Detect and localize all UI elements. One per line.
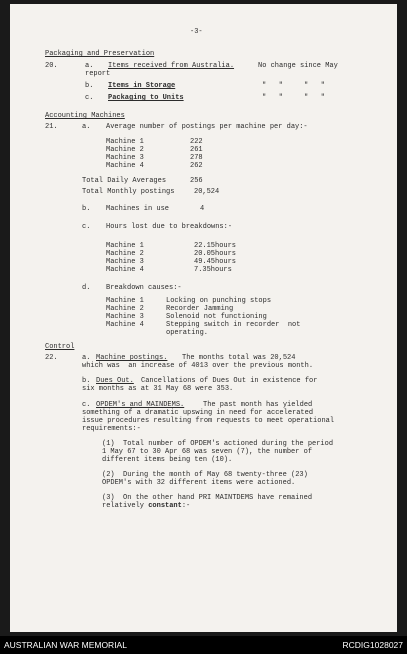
item-text: Machines in use <box>106 205 170 213</box>
machine-value: 7.35hours <box>194 266 232 274</box>
item-label: OPDEM's and MAINDEMS. <box>96 401 185 409</box>
machine-value: Locking on punching stops <box>166 297 272 305</box>
item-status: " " " " <box>262 94 326 102</box>
item-letter: a. <box>85 62 94 70</box>
total-monthly-value: 20,524 <box>194 188 220 196</box>
machine-label: Machine 4 <box>106 321 144 329</box>
sub-item-line: (2) During the month of May 68 twenty-three (23) <box>102 471 308 479</box>
item-letter: d. <box>82 284 91 292</box>
footer-source-label: AUSTRALIAN WAR MEMORIAL <box>4 640 127 650</box>
para-number-21: 21. <box>45 123 58 131</box>
sub-item-line: OPDEM's with 32 different items were actioned. <box>102 479 296 487</box>
machine-label: Machine 4 <box>106 162 144 170</box>
item-letter: c. <box>85 94 94 102</box>
item-letter: a. <box>82 354 91 362</box>
machine-value: 22.15hours <box>194 242 237 250</box>
sub-item-line <box>102 502 190 510</box>
machine-label: Machine 2 <box>106 250 144 258</box>
item-label: Dues Out. <box>96 377 134 385</box>
machine-value: Solenoid not functioning <box>166 313 267 321</box>
item-letter: b. <box>85 82 94 90</box>
item-continuation: something of a dramatic upswing in need for accelerated <box>82 409 314 417</box>
machine-value: 262 <box>190 162 203 170</box>
sub-item-line: (3) On the other hand PRI MAINTDEMS have remained <box>102 494 313 502</box>
document-page <box>10 4 397 632</box>
machine-value: 49.45hours <box>194 258 237 266</box>
footer-record-id: RCDIG1028027 <box>342 640 403 650</box>
item-status: " " " " <box>262 82 326 90</box>
item-text: Cancellations of Dues Out in existence for <box>141 377 318 385</box>
item-continuation: requirements:- <box>82 425 141 433</box>
item-letter: c. <box>82 223 91 231</box>
machine-value: Recorder Jamming <box>166 305 234 313</box>
machine-label: Machine 1 <box>106 138 144 146</box>
item-continuation: issue procedures resulting from requests to meet operational <box>82 417 335 425</box>
sub-item-line: different items being ten (10). <box>102 456 233 464</box>
item-text: Breakdown causes:- <box>106 284 182 292</box>
machine-label: Machine 3 <box>106 258 144 266</box>
item-label: Machine postings. <box>96 354 168 362</box>
section-heading-packaging: Packaging and Preservation <box>45 50 155 58</box>
machine-label: Machine 3 <box>106 313 144 321</box>
section-heading-accounting: Accounting Machines <box>45 112 125 120</box>
total-daily-value: 256 <box>190 177 203 185</box>
item-letter: c. <box>82 401 91 409</box>
machine-label: Machine 4 <box>106 266 144 274</box>
machine-value: 20.05hours <box>194 250 237 258</box>
item-letter: b. <box>82 205 91 213</box>
total-monthly-label: Total Monthly postings <box>82 188 175 196</box>
machine-label: Machine 1 <box>106 297 144 305</box>
machine-value: 278 <box>190 154 203 162</box>
machine-label: Machine 3 <box>106 154 144 162</box>
item-continuation: which was an increase of 4013 over the previous month. <box>82 362 314 370</box>
page-number: -3- <box>190 28 203 36</box>
machine-value: 261 <box>190 146 203 154</box>
machine-value: Stepping switch in recorder not <box>166 321 301 329</box>
text-fragment-bold: constant <box>148 502 182 510</box>
sub-item-line: 1 May 67 to 30 Apr 68 was seven (7), the number of <box>102 448 313 456</box>
item-continuation: report <box>85 70 111 78</box>
item-status: No change since May <box>258 62 338 70</box>
machine-label: Machine 2 <box>106 305 144 313</box>
item-value: 4 <box>200 205 205 213</box>
para-number-20: 20. <box>45 62 58 70</box>
machine-label: Machine 2 <box>106 146 144 154</box>
item-letter: a. <box>82 123 91 131</box>
item-text: The months total was 20,524 <box>182 354 296 362</box>
item-label: Items received from Australia. <box>108 62 235 70</box>
text-fragment: :- <box>181 502 191 510</box>
archive-footer <box>0 636 407 654</box>
item-letter: b. <box>82 377 91 385</box>
item-text: Hours lost due to breakdowns:- <box>106 223 233 231</box>
item-text: Average number of postings per machine per day:- <box>106 123 308 131</box>
text-fragment: relatively <box>102 502 149 510</box>
item-label: Packaging to Units <box>108 94 184 102</box>
machine-label: Machine 1 <box>106 242 144 250</box>
sub-item-line: (1) Total number of OPDEM's actioned during the period <box>102 440 334 448</box>
machine-value: 222 <box>190 138 203 146</box>
item-continuation: six months as at 31 May 68 were 353. <box>82 385 234 393</box>
item-label: Items in Storage <box>108 82 176 90</box>
item-text: The past month has yielded <box>203 401 313 409</box>
section-heading-control: Control <box>45 343 75 351</box>
machine-value-continuation: operating. <box>166 329 209 337</box>
para-number-22: 22. <box>45 354 58 362</box>
total-daily-label: Total Daily Averages <box>82 177 167 185</box>
